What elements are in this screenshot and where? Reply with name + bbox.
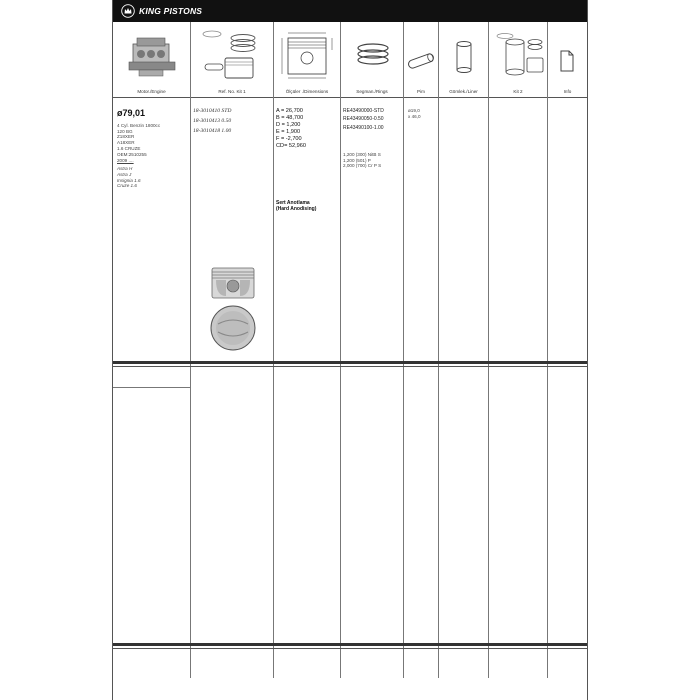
column-header-dimensions: Ölçüler ./Dimensions	[285, 89, 329, 94]
ref-number: 18-3010410 STD	[193, 108, 232, 114]
cylinder-liner-icon	[453, 40, 475, 74]
piston-crown-image	[208, 304, 258, 352]
ring-ref: RE43490000-STD	[343, 108, 384, 114]
coating-label-en: (Hard Anodising)	[276, 206, 317, 213]
row-separator	[113, 643, 587, 646]
dimension-drawing-icon	[276, 28, 338, 83]
ring-ref: RE43490100-1.00	[343, 124, 384, 131]
dimension-f: F = -2,700	[276, 135, 302, 142]
piston-side-image	[208, 266, 258, 300]
piston-kit-icon	[197, 28, 267, 83]
brand-bar	[113, 0, 587, 22]
engine-spec-line: 120 BG	[117, 128, 133, 134]
engine-model-line: Insignia 1.6	[117, 177, 141, 183]
table-row	[113, 98, 587, 360]
ring-spec: 1,200 (300) NitB S	[343, 152, 381, 157]
column-header-liner: Gömlek./Liner	[449, 89, 478, 94]
engine-spec-line: OEM:2510255	[117, 151, 147, 157]
piston-pin-icon	[404, 50, 438, 72]
bore-diameter: ø79,01	[117, 108, 146, 118]
brand-logo	[121, 3, 202, 19]
dimension-e: E = 1,900	[276, 128, 301, 135]
column-header-kit2: Kit 2	[513, 89, 523, 94]
engine-model-line: Astra H	[117, 166, 133, 172]
engine-spec-line: A18XER	[117, 140, 135, 146]
piston-rings-icon	[351, 40, 395, 70]
dimension-b: B = 48,700	[276, 114, 304, 121]
column-header-engine: Motor./Engine	[137, 89, 166, 94]
ref-number: 18-3010418 1.00	[193, 127, 232, 134]
footer-area	[113, 678, 587, 700]
crown-logo-icon	[121, 4, 135, 18]
brand-name: KING PISTONS	[139, 6, 203, 16]
document-info-icon	[559, 50, 575, 72]
ring-ref: RE43490050-0.50	[343, 116, 384, 123]
full-kit-icon	[491, 30, 545, 82]
engine-year: 2009 ....	[117, 158, 134, 164]
engine-model-line: Astra J	[117, 171, 132, 177]
coating-label: Sert Anotlama	[276, 200, 310, 206]
engine-spec-line: 4 Cyl. Benzin 1800cc	[117, 123, 161, 128]
ref-number: 18-3010413 0.50	[193, 117, 232, 124]
catalog-sheet	[112, 0, 588, 700]
pin-length: x 46,0	[408, 113, 421, 119]
ring-spec: 1,200 (501) P	[343, 157, 371, 163]
row-separator	[113, 648, 587, 649]
column-header-pin: Pim	[417, 89, 425, 94]
dimension-d: D = 1,200	[276, 121, 301, 128]
dimension-a: A = 26,700	[276, 108, 303, 114]
column-header-ref: Ref. No. Kit 1	[218, 89, 246, 94]
engine-model-line: Cruze 1.6	[117, 183, 137, 189]
column-header-rings: Segman./Rings	[356, 89, 388, 94]
engine-block-icon	[125, 32, 179, 80]
row-separator	[113, 361, 587, 364]
dimension-cd: CD= 52,960	[276, 142, 307, 149]
engine-spec-line: 1.6 CRUZE	[117, 145, 141, 151]
engine-spec-line: Z18XER	[117, 134, 135, 140]
row-separator	[113, 366, 587, 367]
column-header-info: Info	[563, 89, 572, 94]
ring-spec: 2,000 (700) Cr P S	[343, 163, 382, 169]
pin-diameter: ø19,0	[408, 108, 420, 113]
